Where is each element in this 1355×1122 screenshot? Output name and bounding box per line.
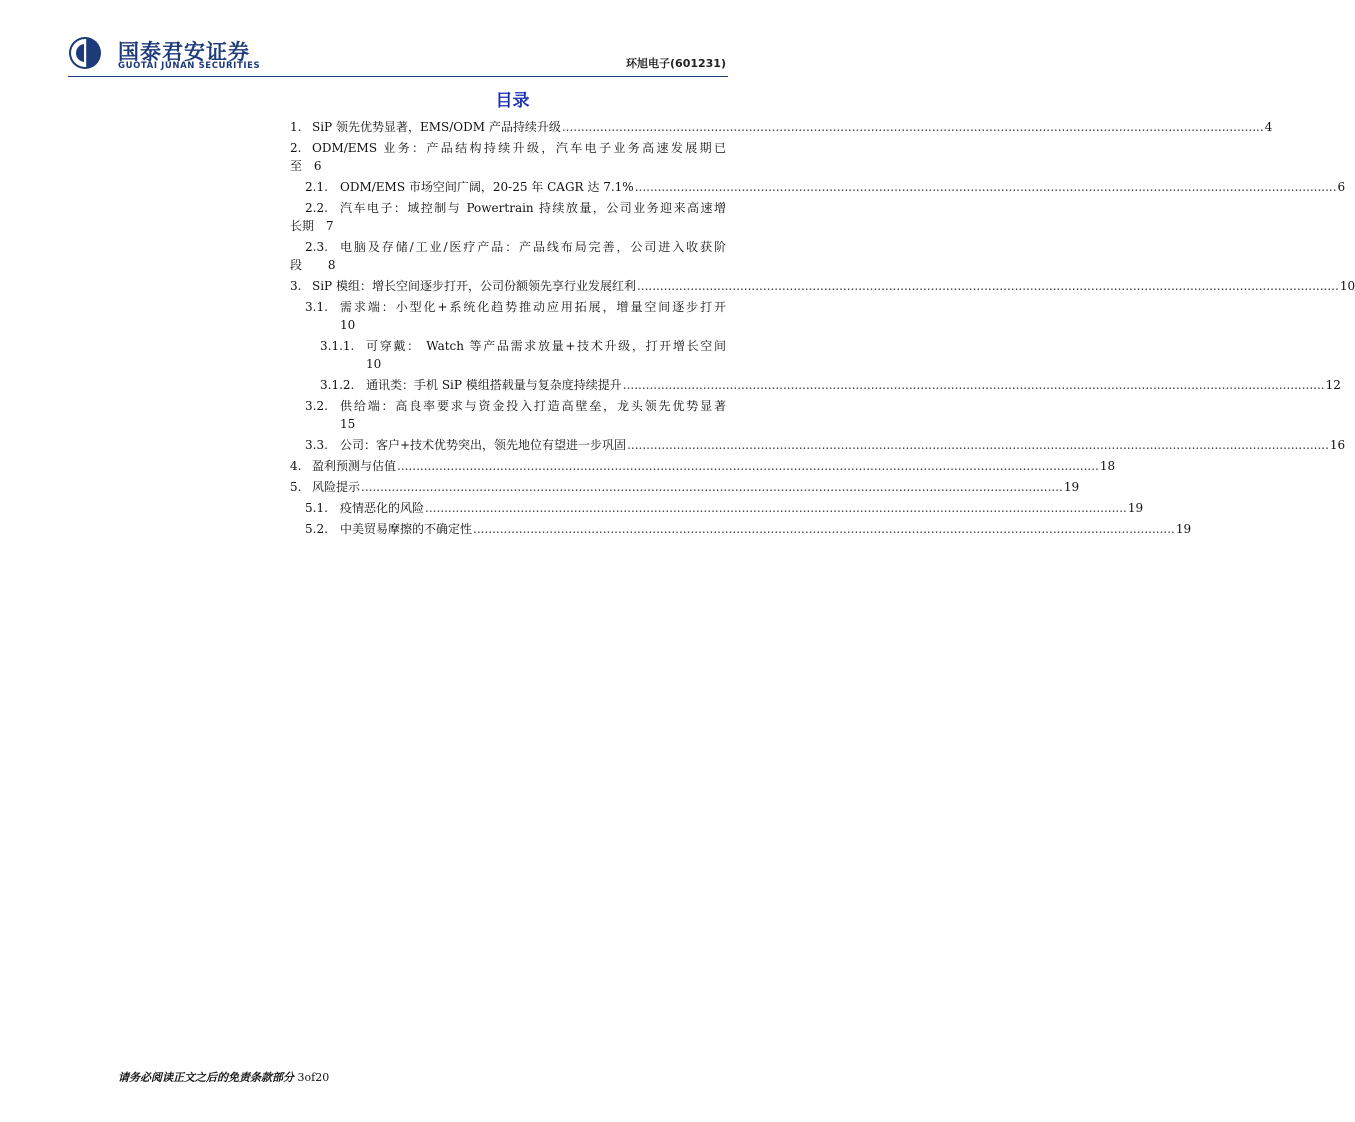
company-ticker: 环旭电子(601231) (626, 57, 726, 70)
toc-entry-3-1[interactable] (290, 298, 726, 334)
toc-entry-number: 3.1. (305, 300, 328, 314)
toc-entry-title: 电脑及存储/工业/医疗产品：产品线布局完善，公司进入收获阶 (340, 240, 726, 254)
toc-entry-5-2[interactable] (290, 520, 1192, 538)
toc-entry-2[interactable] (290, 139, 726, 175)
toc-entry-2-1[interactable] (290, 178, 1346, 196)
toc-entry-number: 2.3. (305, 240, 328, 254)
toc-entry-title: SiP 领先优势显著，EMS/ODM 产品持续升级 (312, 120, 561, 134)
toc-entry-page: 10 (340, 318, 356, 332)
header-divider (68, 76, 728, 77)
toc-entry-number: 2.1. (305, 180, 328, 194)
toc-entry-number: 5.1. (305, 501, 328, 515)
toc-leader-dots (473, 520, 1175, 538)
toc-entry-page: 16 (1329, 438, 1346, 452)
toc-entry-title: 汽车电子：域控制与 Powertrain 持续放量，公司业务迎来高速增 (340, 201, 726, 215)
toc-entry-title: ODM/EMS 市场空间广阔，20-25 年 CAGR 达 7.1% (340, 180, 634, 194)
toc-entry-2-2[interactable] (290, 199, 726, 235)
toc-entry-number: 3.2. (305, 399, 328, 413)
toc-entry-title: 盈利预测与估值 (312, 459, 397, 473)
toc-entry-page: 6 (313, 159, 322, 173)
toc-entry-title: 公司：客户+技术优势突出，领先地位有望进一步巩固 (340, 438, 627, 452)
toc-entry-3[interactable] (290, 277, 1355, 295)
toc-entry-number: 5. (290, 480, 302, 494)
toc-entry-title: ODM/EMS 业务：产品结构持续升级，汽车电子业务高速发展期已 (312, 141, 726, 155)
toc-leader-dots (637, 277, 1339, 295)
guotai-junan-logo-icon (68, 36, 102, 70)
toc-entry-page: 15 (340, 417, 356, 431)
toc-entry-page: 6 (1337, 180, 1346, 194)
toc-entry-page: 19 (1063, 480, 1080, 494)
toc-entry-number: 2.2. (305, 201, 328, 215)
brand-name-cn: 国泰君安证券 (118, 40, 250, 64)
toc-entry-title: SiP 模组：增长空间逐步打开，公司份额领先享行业发展红利 (312, 279, 636, 293)
toc-entry-5-1[interactable] (290, 499, 1144, 517)
toc-entry-title: 风险提示 (312, 480, 361, 494)
toc-entry-page: 7 (325, 219, 334, 233)
toc-entry-title: 需求端：小型化+系统化趋势推动应用拓展，增量空间逐步打开 (340, 300, 726, 314)
toc-entry-title: 通讯类：手机 SiP 模组搭载量与复杂度持续提升 (366, 378, 622, 392)
toc-leader-dots (635, 178, 1337, 196)
toc-entry-page: 18 (1099, 459, 1116, 473)
toc-entry-title-continued: 段 (290, 258, 303, 272)
toc-leader-dots (562, 118, 1264, 136)
toc-entry-page: 10 (366, 357, 382, 371)
toc-entry-3-1-1[interactable] (290, 337, 726, 373)
toc-entry-number: 4. (290, 459, 302, 473)
toc-entry-number: 1. (290, 120, 302, 134)
toc-leader-dots (623, 376, 1325, 394)
toc-entry-number: 3.3. (305, 438, 328, 452)
toc-entry-2-3[interactable] (290, 238, 726, 274)
toc-entry-number: 2. (290, 141, 302, 155)
toc-entry-3-1-2[interactable] (290, 376, 1341, 394)
table-of-contents (290, 118, 1355, 541)
toc-entry-page: 12 (1325, 378, 1341, 392)
toc-entry-5[interactable] (290, 478, 1080, 496)
toc-leader-dots (397, 457, 1099, 475)
toc-leader-dots (425, 499, 1127, 517)
toc-entry-page: 8 (327, 258, 336, 272)
toc-entry-number: 3.1.1. (320, 339, 355, 353)
toc-entry-number: 3.1.2. (320, 378, 355, 392)
toc-title: 目录 (495, 91, 530, 111)
toc-entry-title-continued: 长期 (290, 219, 315, 233)
toc-entry-1[interactable] (290, 118, 1273, 136)
toc-entry-4[interactable] (290, 457, 1116, 475)
toc-entry-page: 19 (1127, 501, 1144, 515)
toc-entry-3-2[interactable] (290, 397, 726, 433)
toc-entry-title: 供给端：高良率要求与资金投入打造高壁垒，龙头领先优势显著 (340, 399, 726, 413)
toc-entry-page: 19 (1175, 522, 1192, 536)
toc-entry-page: 10 (1339, 279, 1355, 293)
toc-entry-page: 4 (1264, 120, 1273, 134)
toc-entry-title-continued: 至 (290, 159, 303, 173)
toc-leader-dots (361, 478, 1063, 496)
toc-entry-title: 中美贸易摩擦的不确定性 (340, 522, 473, 536)
toc-leader-dots (627, 436, 1329, 454)
toc-entry-number: 3. (290, 279, 302, 293)
page-header (68, 36, 728, 76)
toc-entry-title: 疫情恶化的风险 (340, 501, 425, 515)
toc-entry-title: 可穿戴： Watch 等产品需求放量+技术升级，打开增长空间 (366, 339, 726, 353)
brand-name-en: GUOTAI JUNAN SECURITIES (118, 61, 261, 71)
footer-disclaimer: 请务必阅读正文之后的免责条款部分 (118, 1071, 294, 1084)
page-footer (118, 1069, 329, 1085)
toc-entry-3-3[interactable] (290, 436, 1346, 454)
footer-page-number: 3of20 (297, 1071, 330, 1084)
toc-entry-number: 5.2. (305, 522, 328, 536)
